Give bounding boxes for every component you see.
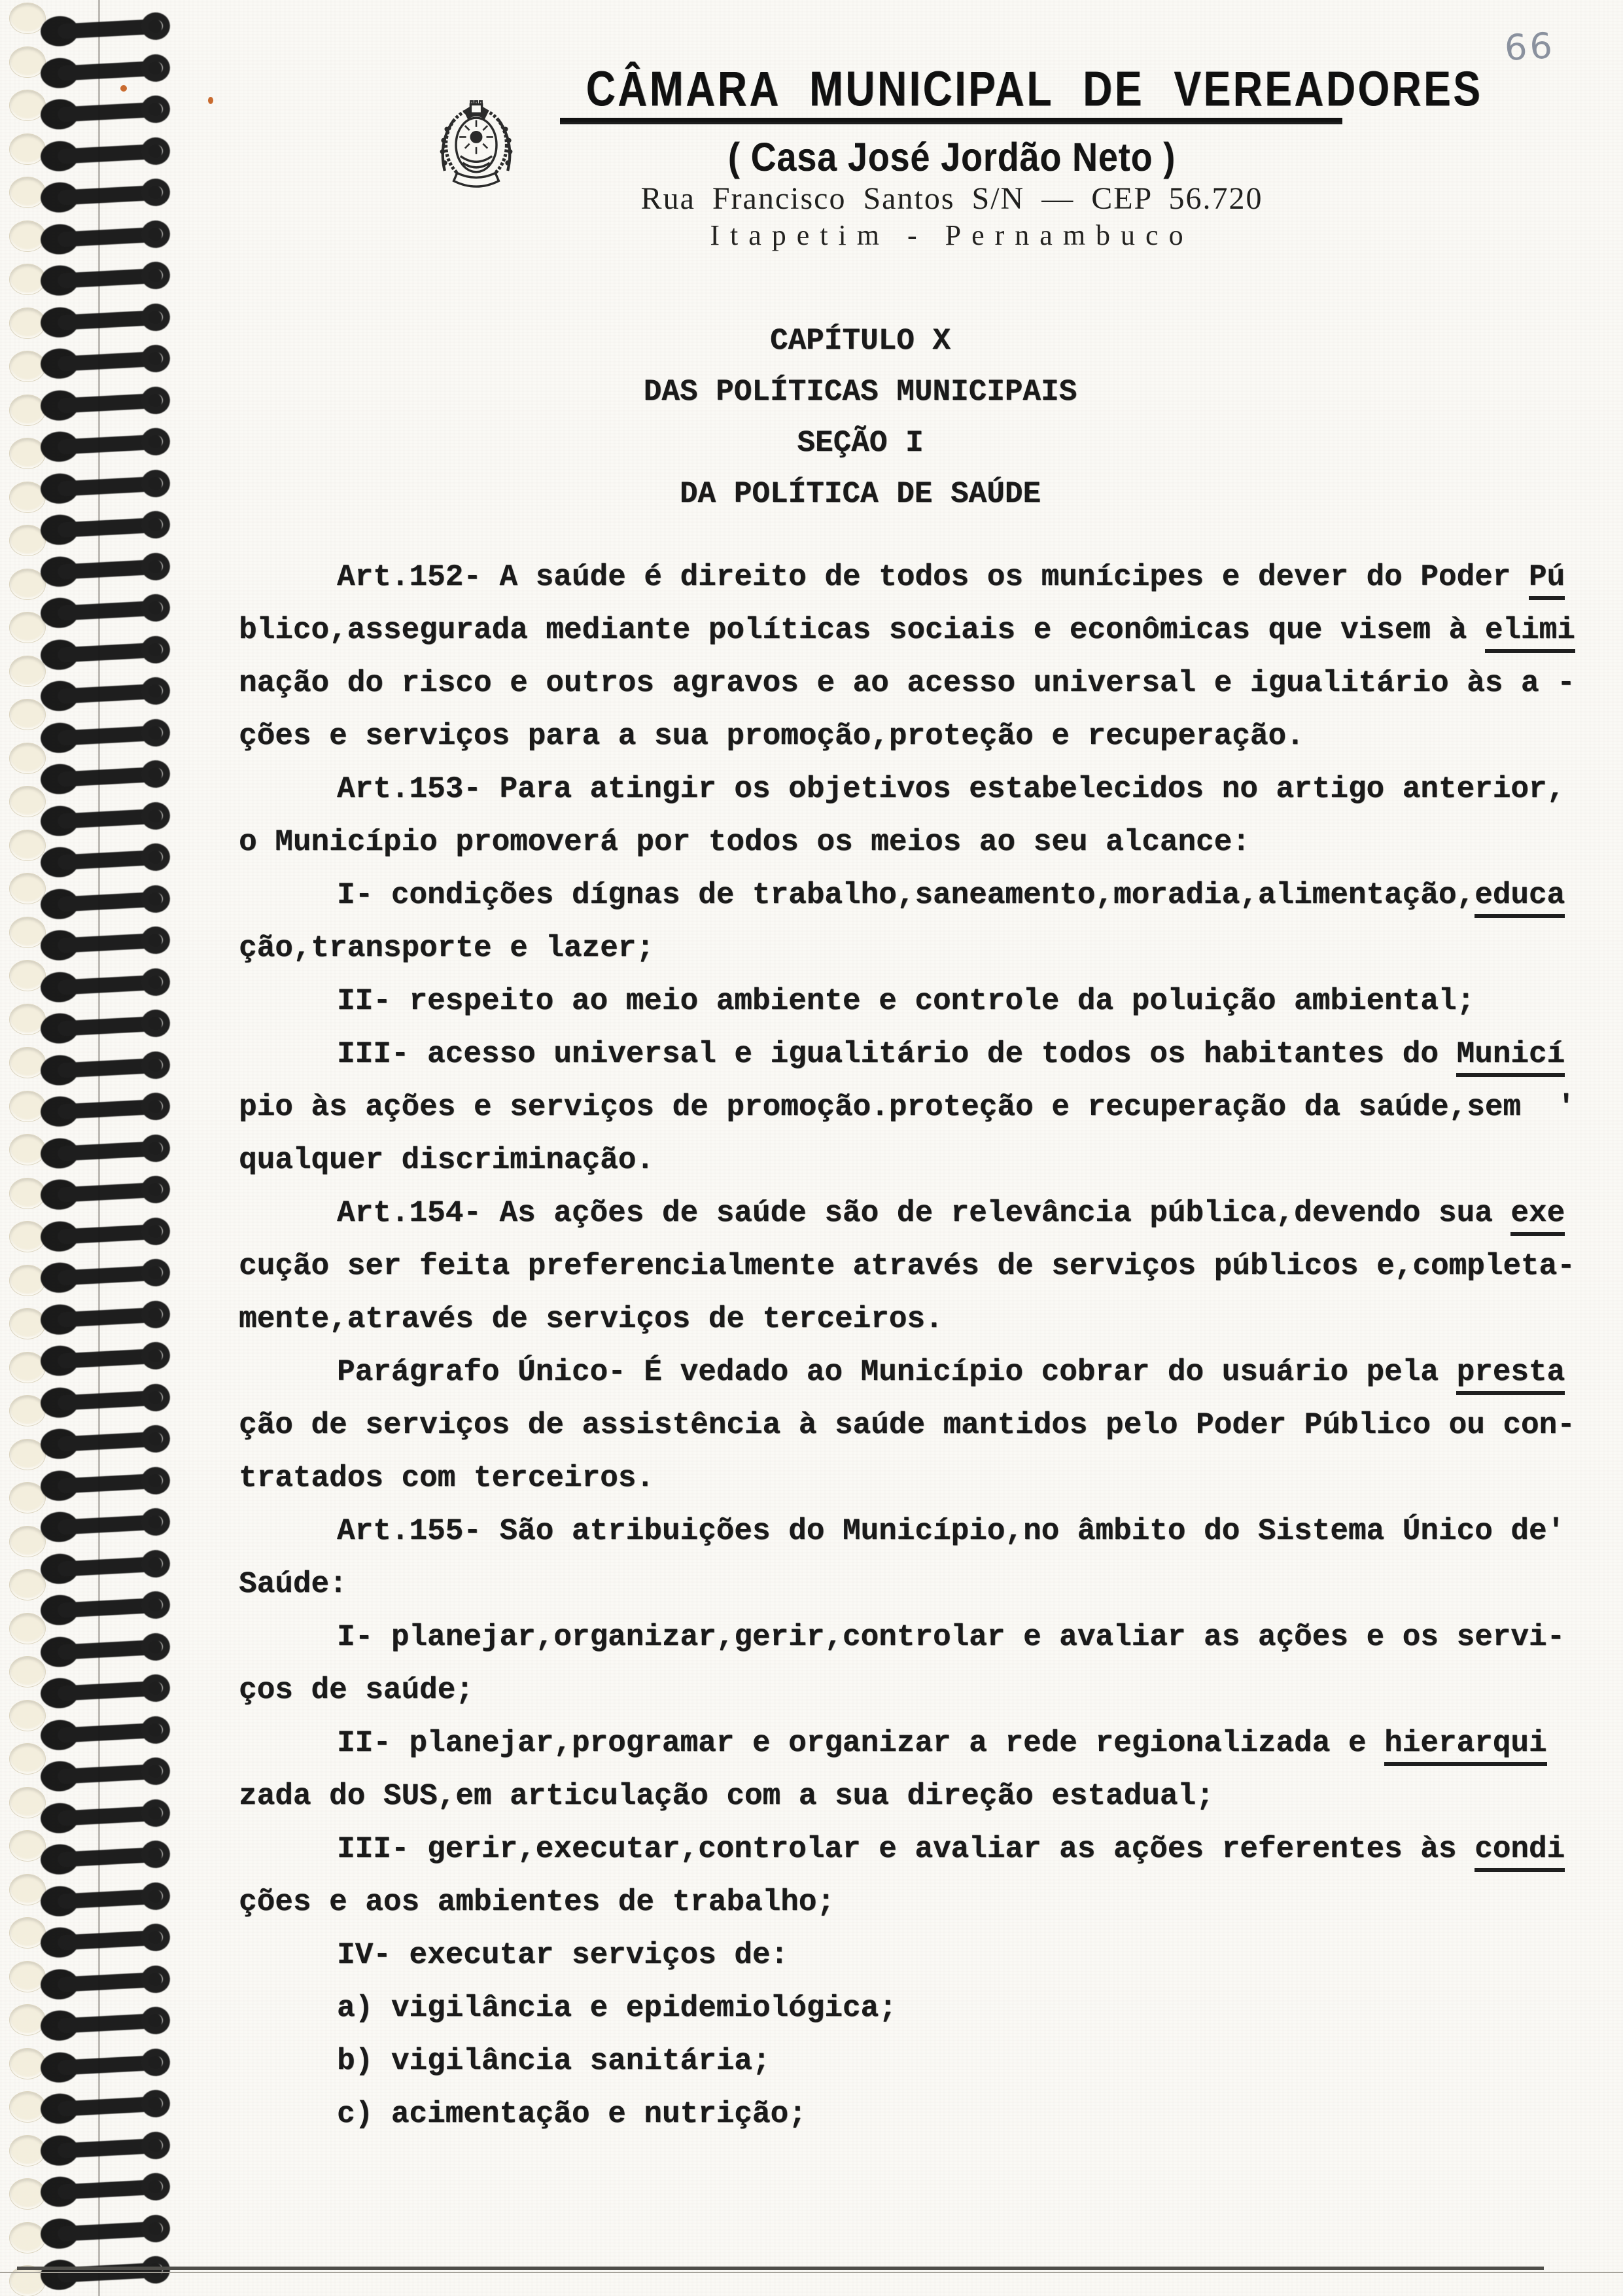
- spiral-coil: [40, 1795, 171, 1835]
- hyphenation-mark: exe: [1510, 1196, 1565, 1236]
- body-line: ção de serviços de assistência à saúde mantidos pelo Poder Público ou con-: [239, 1408, 1575, 1442]
- spiral-coil: [40, 1006, 171, 1046]
- spiral-coil: [40, 465, 171, 506]
- body-line: III- gerir,executar,controlar e avaliar as ações referentes às condi: [239, 1823, 1623, 1876]
- spiral-coil: [40, 631, 171, 672]
- spiral-coil: [40, 1920, 171, 1960]
- spiral-coil: [40, 1504, 171, 1545]
- spiral-coil: [40, 1878, 171, 1918]
- body-line: zada do SUS,em articulação com a sua direção estadual;: [239, 1779, 1214, 1813]
- spiral-coil: [40, 50, 171, 90]
- hyphenation-mark: Pú: [1529, 560, 1565, 600]
- body-line: Art.152- A saúde é direito de todos os munícipes e dever do Poder Pú: [239, 551, 1623, 604]
- body-line: Parágrafo Único- É vedado ao Município cobrar do usuário pela presta: [239, 1346, 1623, 1399]
- body-line: o Município promoverá por todos os meios ao seu alcance:: [239, 825, 1250, 859]
- spiral-coil: [40, 1213, 171, 1254]
- spiral-coil: [40, 1670, 171, 1711]
- section-title-line: DAS POLÍTICAS MUNICIPAIS: [643, 375, 1077, 409]
- spiral-coil: [40, 2127, 171, 2168]
- orange-speck: [120, 85, 127, 92]
- body-line: Saúde:: [239, 1567, 347, 1601]
- spiral-coil: [40, 1255, 171, 1296]
- section-title-line: SEÇÃO I: [797, 426, 924, 460]
- spiral-coil: [40, 1130, 171, 1171]
- body-line: pio às ações e serviços de promoção.proteção e recuperação da saúde,sem ': [239, 1090, 1575, 1124]
- spiral-coil: [40, 1421, 171, 1462]
- body-line: cução ser feita preferencialmente através de serviços públicos e,completa-: [239, 1249, 1575, 1283]
- spiral-coil: [40, 1712, 171, 1752]
- spiral-coil: [40, 133, 171, 173]
- spiral-coil: [40, 798, 171, 838]
- address-line: Rua Francisco Santos S/N — CEP 56.720: [640, 181, 1263, 216]
- spiral-coil: [40, 2003, 171, 2043]
- spiral-coil: [40, 1379, 171, 1420]
- body-line: blico,assegurada mediante políticas sociais e econômicas que visem à elimi: [239, 604, 1623, 657]
- spiral-coil: [40, 2169, 171, 2210]
- handwritten-page-number: 66: [1503, 25, 1556, 69]
- spiral-coil: [40, 1089, 171, 1129]
- spiral-coil: [40, 964, 171, 1004]
- hyphenation-mark: educa: [1475, 878, 1565, 918]
- spiral-coil: [40, 2044, 171, 2085]
- body-line: ção,transporte e lazer;: [239, 931, 654, 965]
- spiral-coil: [40, 216, 171, 256]
- hyphenation-mark: Municí: [1456, 1037, 1565, 1077]
- body-line: a) vigilância e epidemiológica;: [337, 1991, 897, 2025]
- spiral-coil: [40, 1545, 171, 1586]
- spiral-coil: [40, 175, 171, 215]
- organization-title: CÂMARA MUNICIPAL DE VEREADORES: [585, 61, 1483, 116]
- spiral-coil: [40, 1837, 171, 1877]
- body-line: I- planejar,organizar,gerir,controlar e avaliar as ações e os servi-: [337, 1620, 1565, 1654]
- city-line: Itapetim - Pernambuco: [710, 219, 1194, 251]
- body-line: b) vigilância sanitária;: [337, 2044, 771, 2078]
- spiral-coil: [40, 424, 171, 465]
- hyphenation-mark: presta: [1456, 1355, 1565, 1395]
- spiral-coil: [40, 92, 171, 132]
- spiral-coil: [40, 507, 171, 548]
- spiral-coil: [40, 923, 171, 963]
- spiral-coil: [40, 9, 171, 49]
- body-line: c) acimentação e nutrição;: [337, 2097, 807, 2131]
- spiral-coil: [40, 1172, 171, 1212]
- spiral-coil: [40, 1296, 171, 1337]
- spiral-coil: [40, 382, 171, 423]
- body-line: IV- executar serviços de:: [337, 1938, 789, 1972]
- spiral-coil: [40, 839, 171, 880]
- body-line: nação do risco e outros agravos e ao acesso universal e igualitário às a -: [239, 666, 1575, 700]
- body-line: I- condições dígnas de trabalho,saneamento,moradia,alimentação,educa: [239, 869, 1623, 922]
- hyphenation-mark: condi: [1475, 1832, 1565, 1872]
- body-line: II- planejar,programar e organizar a rede regionalizada e hierarqui: [239, 1717, 1623, 1770]
- spiral-coil: [40, 756, 171, 797]
- body-line: ços de saúde;: [239, 1673, 474, 1707]
- body-line: III- acesso universal e igualitário de todos os habitantes do Municí: [239, 1028, 1623, 1081]
- spiral-coil: [40, 341, 171, 381]
- spiral-coil: [40, 1629, 171, 1669]
- spiral-coil: [40, 590, 171, 631]
- spiral-coil: [40, 548, 171, 589]
- body-line: Art.155- São atribuições do Município,no âmbito do Sistema Único de': [337, 1514, 1565, 1548]
- body-line: tratados com terceiros.: [239, 1461, 654, 1495]
- document-body: [239, 551, 1623, 2141]
- coat-of-arms-icon: [414, 86, 538, 199]
- section-titles: [239, 315, 1482, 520]
- spiral-coil: [40, 2210, 171, 2251]
- spiral-coil: [40, 1047, 171, 1087]
- spiral-coil: [40, 673, 171, 714]
- spiral-coil: [40, 2086, 171, 2127]
- spiral-coil: [40, 1462, 171, 1503]
- body-line: ções e aos ambientes de trabalho;: [239, 1885, 835, 1919]
- scan-edge-line: [17, 2267, 1544, 2270]
- body-line: Art.154- As ações de saúde são de relevância pública,devendo sua exe: [239, 1187, 1623, 1240]
- body-line: Art.153- Para atingir os objetivos estabelecidos no artigo anterior,: [337, 772, 1565, 806]
- section-title-line: DA POLÍTICA DE SAÚDE: [679, 477, 1041, 511]
- spiral-coil: [40, 1961, 171, 2002]
- header-rule: [560, 118, 1342, 124]
- body-line: ções e serviços para a sua promoção,proteção e recuperação.: [239, 719, 1304, 753]
- section-title-line: CAPÍTULO X: [769, 324, 951, 358]
- body-line: qualquer discriminação.: [239, 1143, 654, 1177]
- spiral-coil: [40, 299, 171, 340]
- spiral-coil: [40, 258, 171, 298]
- spiral-coil: [40, 715, 171, 755]
- body-line: II- respeito ao meio ambiente e controle da poluição ambiental;: [337, 984, 1475, 1018]
- scan-edge-line-light: [0, 2272, 1623, 2273]
- spiral-coil: [40, 1754, 171, 1794]
- orange-speck: [208, 97, 213, 104]
- body-line: mente,através de serviços de terceiros.: [239, 1302, 943, 1336]
- spiral-coil: [40, 1587, 171, 1628]
- spiral-coil: [40, 881, 171, 921]
- hyphenation-mark: elimi: [1485, 613, 1575, 653]
- spiral-coil: [40, 1338, 171, 1379]
- house-name: ( Casa José Jordão Neto ): [727, 134, 1176, 180]
- hyphenation-mark: hierarqui: [1384, 1726, 1546, 1766]
